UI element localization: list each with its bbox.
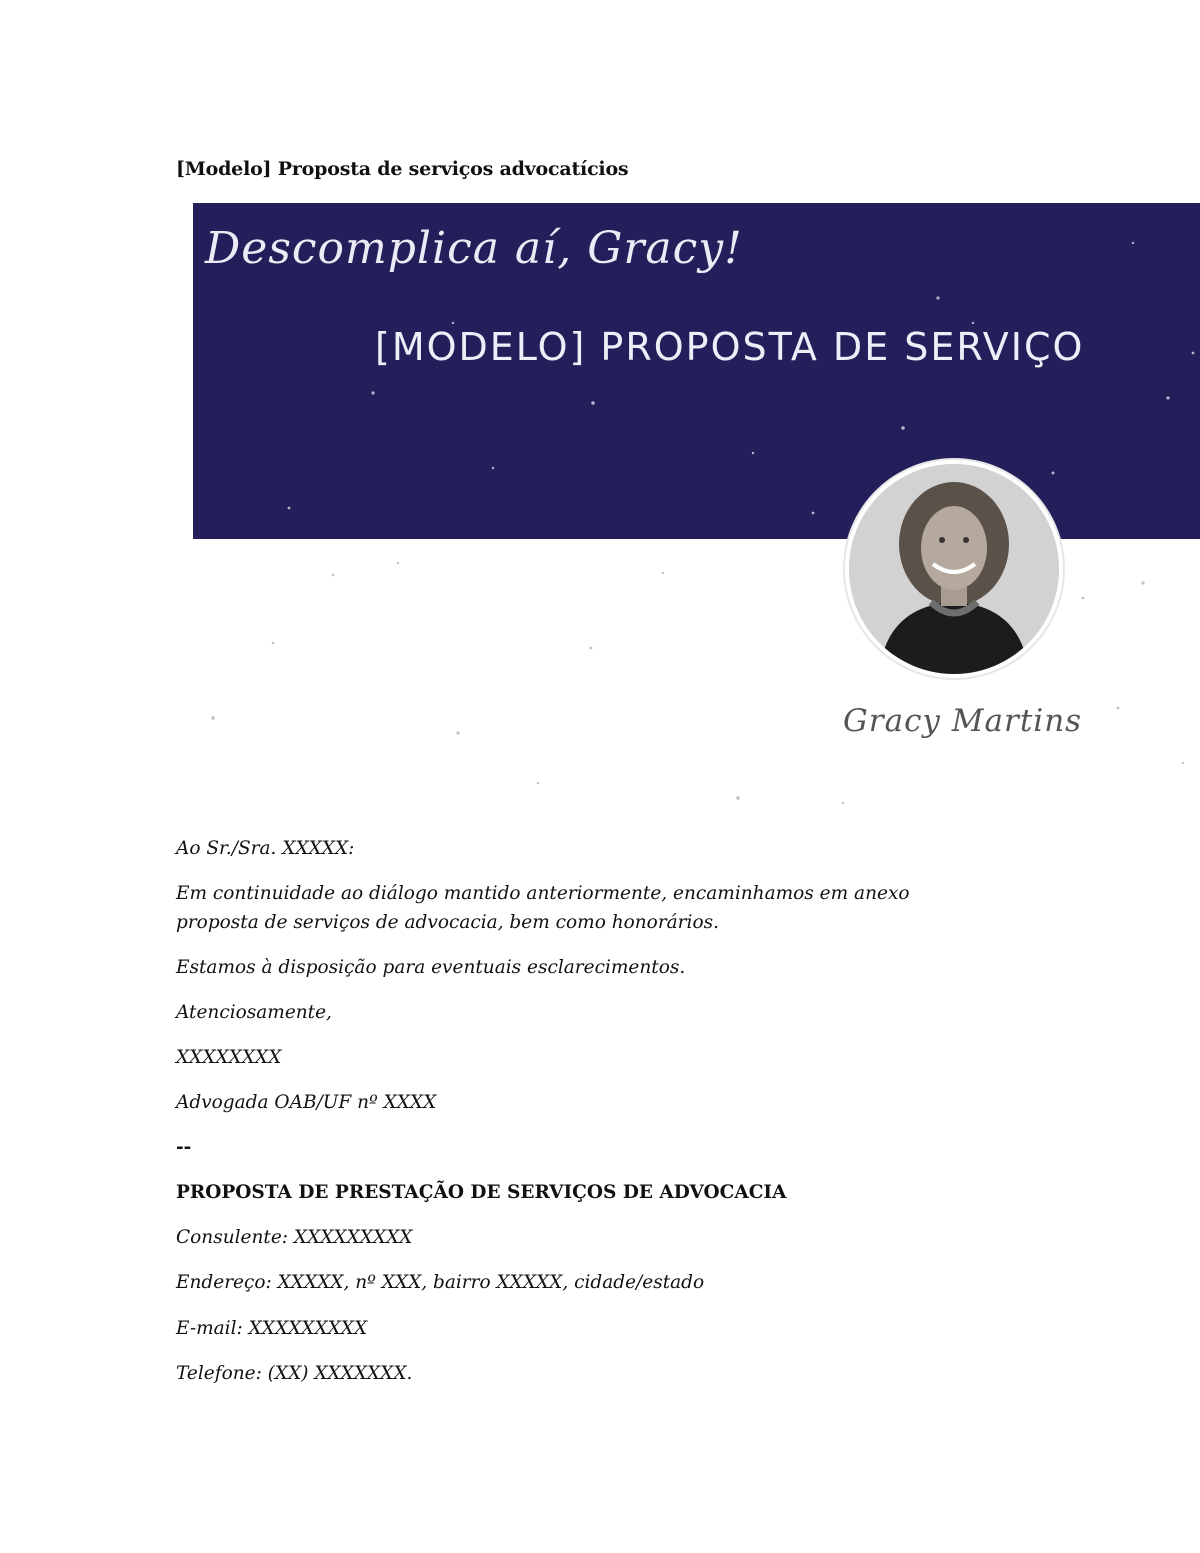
banner-signature: Gracy Martins	[843, 703, 1083, 739]
letter-separator: --	[176, 1137, 192, 1158]
letter-paragraph	[176, 879, 910, 937]
proposal-heading: PROPOSTA DE PRESTAÇÃO DE SERVIÇOS DE ADVOCACIA	[176, 1182, 787, 1203]
letter-availability: Estamos à disposição para eventuais esclarecimentos.	[176, 957, 686, 978]
letter-closing: Atenciosamente,	[176, 1002, 332, 1023]
banner-heading: [MODELO] PROPOSTA DE SERVIÇO	[375, 325, 1085, 369]
letter-signer-role: Advogada OAB/UF nº XXXX	[176, 1092, 437, 1113]
author-photo-frame	[845, 460, 1063, 678]
proposal-email: E-mail: XXXXXXXXX	[176, 1318, 368, 1339]
proposal-endereco: Endereço: XXXXX, nº XXX, bairro XXXXX, cidade/estado	[176, 1272, 705, 1293]
banner-script-text: Descomplica aí, Gracy!	[205, 223, 743, 274]
proposal-consulente: Consulente: XXXXXXXXX	[176, 1227, 413, 1248]
header-banner-image	[193, 203, 1200, 813]
letter-salutation: Ao Sr./Sra. XXXXX:	[176, 838, 355, 859]
author-photo	[849, 464, 1059, 674]
document-title: [Modelo] Proposta de serviços advocatícios	[176, 158, 629, 180]
letter-paragraph-line-2: proposta de serviços de advocacia, bem como honorários.	[176, 912, 719, 933]
portrait-illustration	[849, 464, 1059, 674]
letter-signer-name: XXXXXXXX	[176, 1047, 282, 1068]
letter-paragraph-line-1: Em continuidade ao diálogo mantido anteriormente, encaminhamos em anexo	[176, 883, 910, 904]
proposal-telefone: Telefone: (XX) XXXXXXX.	[176, 1363, 413, 1384]
